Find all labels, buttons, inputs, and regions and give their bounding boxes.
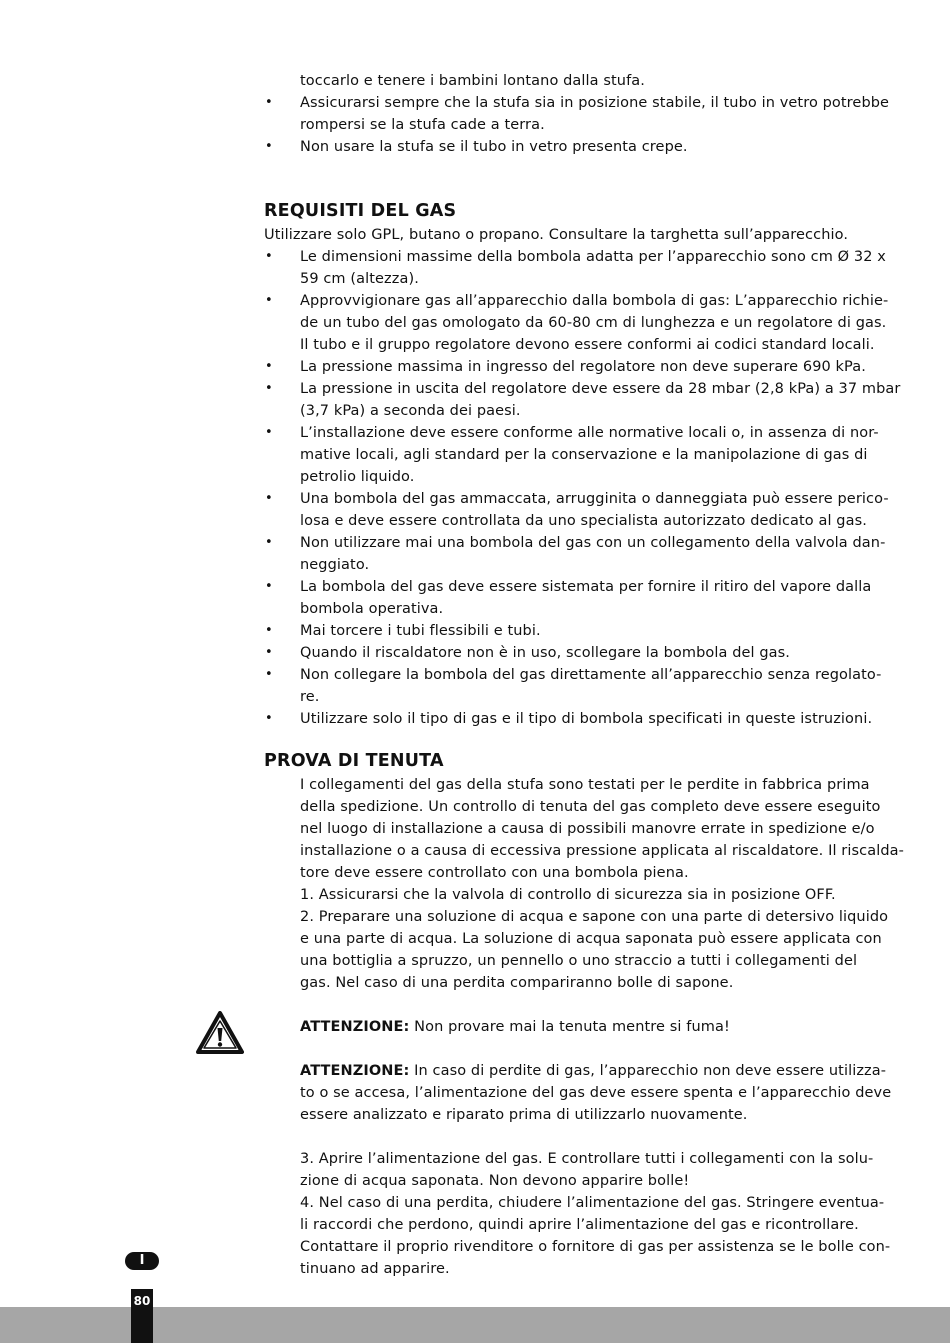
step-line: tinuano ad apparire. xyxy=(300,1261,450,1277)
bullet-dot: • xyxy=(265,645,273,660)
bullet-line: La pressione in uscita del regolatore deve essere da 28 mbar (2,8 kPa) a 37 mbar xyxy=(300,381,901,397)
bullet-dot: • xyxy=(265,711,273,726)
bullet-item xyxy=(265,642,867,664)
bullet-line: petrolio liquido. xyxy=(300,469,415,485)
bullet-dot: • xyxy=(265,359,273,374)
language-badge: I xyxy=(125,1252,159,1270)
bullet-dot: • xyxy=(265,535,273,550)
bullet-item xyxy=(265,378,901,422)
bullet-item xyxy=(265,576,872,620)
intro-continuation: toccarlo e tenere i bambini lontano dalla stufa. xyxy=(300,73,645,89)
paragraph-line: installazione o a causa di eccessiva pressione applicata al riscaldatore. Il riscalda- xyxy=(300,843,904,859)
step-line: zione di acqua saponata. Non devono apparire bolle! xyxy=(300,1173,690,1189)
warning-1-text: Non provare mai la tenuta mentre si fuma! xyxy=(409,1019,730,1035)
warning-1-label: ATTENZIONE: xyxy=(300,1019,410,1035)
paragraph-line: 2. Preparare una soluzione di acqua e sapone con una parte di detersivo liquido xyxy=(300,909,889,925)
bullet-line: losa e deve essere controllata da uno specialista autorizzato dedicato al gas. xyxy=(300,513,867,529)
bullet-line: Mai torcere i tubi flessibili e tubi. xyxy=(300,623,541,639)
bullet-item xyxy=(265,92,890,136)
leak-steps xyxy=(300,1148,891,1280)
paragraph-line: tore deve essere controllato con una bombola piena. xyxy=(300,865,689,881)
warning-line: essere analizzato e riparato prima di utilizzarlo nuovamente. xyxy=(300,1107,748,1123)
bullet-line: 59 cm (altezza). xyxy=(300,271,419,287)
paragraph-line: I collegamenti del gas della stufa sono testati per le perdite in fabbrica prima xyxy=(300,777,870,793)
bullet-line: (3,7 kPa) a seconda dei paesi. xyxy=(300,403,521,419)
intro-bullet-list xyxy=(265,92,890,158)
bullet-line: Non collegare la bombola del gas direttamente all’apparecchio senza regolato- xyxy=(300,667,882,683)
bullet-dot: • xyxy=(265,249,273,264)
paragraph-line: della spedizione. Un controllo di tenuta del gas completo deve essere eseguito xyxy=(300,799,881,815)
paragraph-line: una bottiglia a spruzzo, un pennello o uno straccio a tutti i collegamenti del xyxy=(300,953,858,969)
bullet-line: Una bombola del gas ammaccata, arrugginita o danneggiata può essere perico- xyxy=(300,491,889,507)
paragraph-line: nel luogo di installazione a causa di possibili manovre errate in spedizione e/o xyxy=(300,821,875,837)
page-number: 80 xyxy=(133,1294,151,1308)
bullet-dot: • xyxy=(265,139,273,154)
bullet-dot: • xyxy=(265,293,273,308)
paragraph-line: e una parte di acqua. La soluzione di acqua saponata può essere applicata con xyxy=(300,931,882,947)
bullet-line: neggiato. xyxy=(300,557,370,573)
step-line: Contattare il proprio rivenditore o fornitore di gas per assistenza se le bolle con- xyxy=(300,1239,891,1255)
bullet-dot: • xyxy=(265,579,273,594)
warning-1 xyxy=(300,1016,730,1038)
bullet-line: Quando il riscaldatore non è in uso, scollegare la bombola del gas. xyxy=(300,645,791,661)
bullet-item xyxy=(265,136,867,158)
bullet-dot: • xyxy=(265,381,273,396)
bullet-dot: • xyxy=(265,623,273,638)
bullet-line: La pressione massima in ingresso del regolatore non deve superare 690 kPa. xyxy=(300,359,866,375)
bullet-line: Utilizzare solo il tipo di gas e il tipo di bombola specificati in queste istruzioni. xyxy=(300,711,873,727)
bullet-line: rompersi se la stufa cade a terra. xyxy=(300,117,545,133)
bullet-line: bombola operativa. xyxy=(300,601,444,617)
bullet-line: L’installazione deve essere conforme alle normative locali o, in assenza di nor- xyxy=(300,425,879,441)
bullet-line: mative locali, agli standard per la conservazione e la manipolazione di gas di xyxy=(300,447,868,463)
leak-section-title: PROVA DI TENUTA xyxy=(264,751,444,771)
bullet-item xyxy=(265,708,873,730)
bullet-item xyxy=(265,422,879,488)
warning-2 xyxy=(300,1060,892,1126)
leak-paragraph xyxy=(300,774,904,994)
bullet-dot: • xyxy=(265,667,273,682)
step-line: li raccordi che perdono, quindi aprire l’alimentazione del gas e ricontrollare. xyxy=(300,1217,859,1233)
gas-bullet-list xyxy=(265,246,901,730)
bullet-line: Le dimensioni massime della bombola adatta per l’apparecchio sono cm Ø 32 x xyxy=(300,249,886,265)
gas-section-intro: Utilizzare solo GPL, butano o propano. Consultare la targhetta sull’apparecchio. xyxy=(264,227,849,243)
bullet-item xyxy=(265,620,867,642)
bullet-line: Non utilizzare mai una bombola del gas con un collegamento della valvola dan- xyxy=(300,535,886,551)
step-line: 4. Nel caso di una perdita, chiudere l’alimentazione del gas. Stringere eventua- xyxy=(300,1195,885,1211)
gas-section-title: REQUISITI DEL GAS xyxy=(264,201,457,221)
paragraph-line: gas. Nel caso di una perdita compariranno bolle di sapone. xyxy=(300,975,734,991)
bullet-item xyxy=(265,532,886,576)
bullet-line: de un tubo del gas omologato da 60-80 cm di lunghezza e un regolatore di gas. xyxy=(300,315,887,331)
paragraph-line: 1. Assicurarsi che la valvola di controllo di sicurezza sia in posizione OFF. xyxy=(300,887,836,903)
bullet-dot: • xyxy=(265,95,273,110)
warning-triangle-icon xyxy=(196,1011,244,1054)
bullet-line: La bombola del gas deve essere sistemata per fornire il ritiro del vapore dalla xyxy=(300,579,872,595)
warning-2-label: ATTENZIONE: xyxy=(300,1063,410,1079)
bullet-item xyxy=(265,488,889,532)
bullet-line: Approvvigionare gas all’apparecchio dalla bombola di gas: L’apparecchio richie- xyxy=(300,293,889,309)
bullet-line: re. xyxy=(300,689,320,705)
bullet-line: Il tubo e il gruppo regolatore devono essere conformi ai codici standard locali. xyxy=(300,337,875,353)
warning-2-first-line: In caso di perdite di gas, l’apparecchio non deve essere utilizza- xyxy=(409,1063,887,1079)
intro-bullets xyxy=(265,70,890,158)
bullet-item xyxy=(265,290,889,356)
bullet-item xyxy=(265,664,882,708)
bullet-item xyxy=(265,246,886,290)
bullet-dot: • xyxy=(265,491,273,506)
bullet-line: Assicurarsi sempre che la stufa sia in posizione stabile, il tubo in vetro potrebbe xyxy=(300,95,890,111)
warning-2-body xyxy=(300,1082,892,1126)
bullet-dot: • xyxy=(265,425,273,440)
bullet-item xyxy=(265,356,867,378)
step-line: 3. Aprire l’alimentazione del gas. E controllare tutti i collegamenti con la solu- xyxy=(300,1151,874,1167)
bullet-line: Non usare la stufa se il tubo in vetro presenta crepe. xyxy=(300,139,688,155)
warning-line: to o se accesa, l’alimentazione del gas deve essere spenta e l’apparecchio deve xyxy=(300,1085,892,1101)
